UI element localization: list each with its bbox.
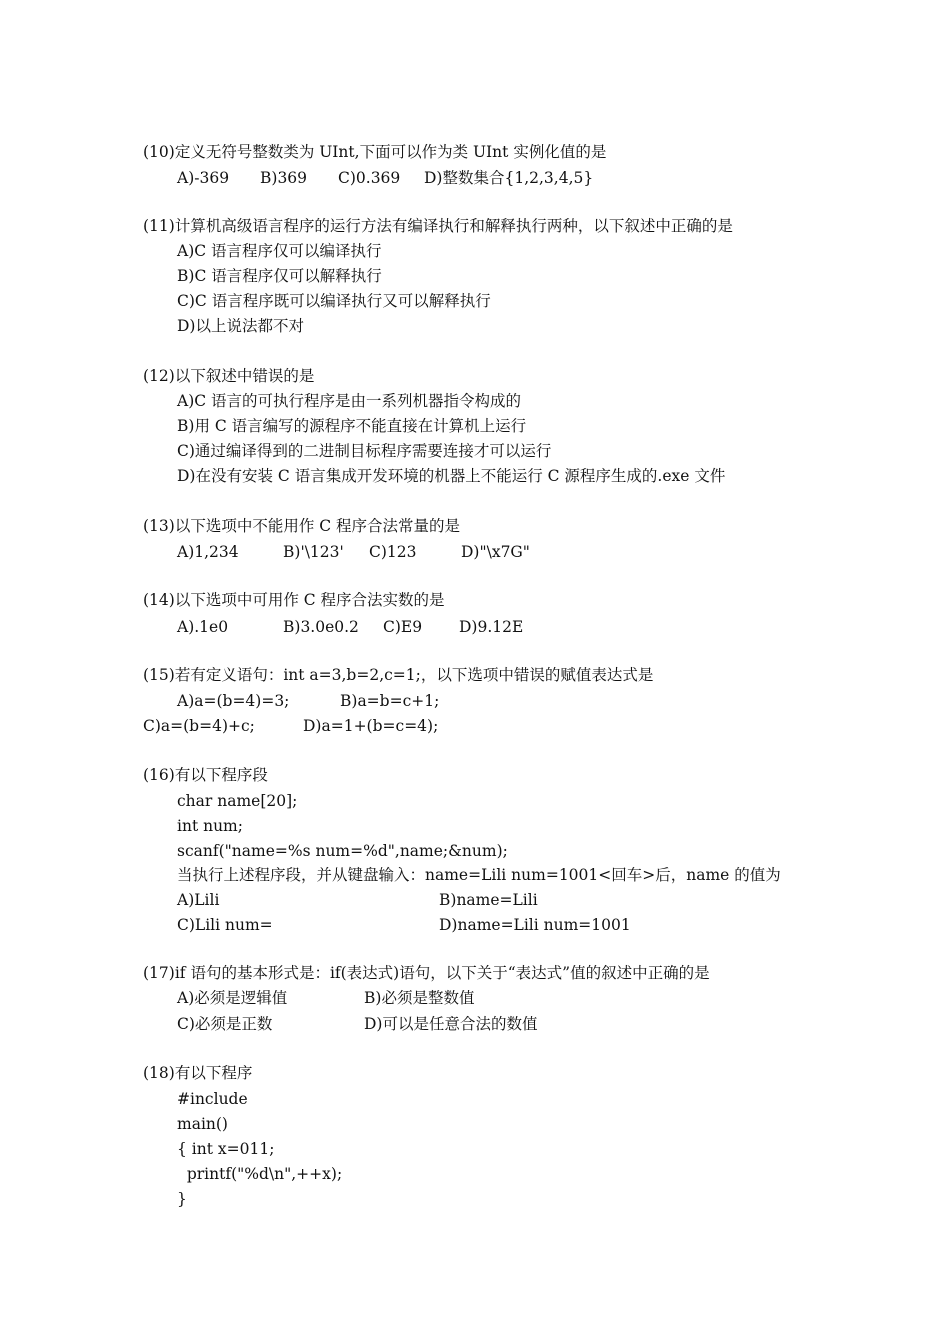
q11-option-c: C)C 语言程序既可以编译执行又可以解释执行 [177,292,491,310]
q12-option-b: B)用 C 语言编写的源程序不能直接在计算机上运行 [177,417,527,435]
q15-option-c: C)a=(b=4)+c; [143,717,255,735]
q16-code-line-1: char name[20]; [177,792,298,810]
q13-option-d: D)"\x7G" [461,543,530,561]
q12-option-a: A)C 语言的可执行程序是由一系列机器指令构成的 [177,392,522,410]
q18-code-line-2: main() [177,1115,228,1133]
q16-prompt: 当执行上述程序段，并从键盘输入：name=Lili num=1001<回车>后，name 的值为 [177,866,781,884]
q14-option-a: A).1e0 [177,618,229,636]
q18-code-line-4: printf("%d\n",++x); [177,1165,343,1183]
q16-code-line-3: scanf("name=%s num=%d",name;&num); [177,842,508,860]
q15-option-d: D)a=1+(b=c=4); [303,717,439,735]
q14-option-c: C)E9 [383,618,423,636]
question-13-stem: (13)以下选项中不能用作 C 程序合法常量的是 [143,517,461,535]
q10-option-c: C)0.369 [338,169,401,187]
q11-option-d: D)以上说法都不对 [177,317,304,335]
q15-option-b: B)a=b=c+1; [340,692,440,710]
question-11-stem: (11)计算机高级语言程序的运行方法有编译执行和解释执行两种，以下叙述中正确的是 [143,217,733,235]
question-16-stem: (16)有以下程序段 [143,766,268,784]
q16-option-b: B)name=Lili [439,891,538,909]
q14-option-b: B)3.0e0.2 [283,618,359,636]
q14-option-d: D)9.12E [459,618,524,636]
q16-option-d: D)name=Lili num=1001 [439,916,631,934]
question-10-stem: (10)定义无符号整数类为 UInt,下面可以作为类 UInt 实例化值的是 [143,143,607,161]
q10-option-b: B)369 [260,169,308,187]
q12-option-c: C)通过编译得到的二进制目标程序需要连接才可以运行 [177,442,552,460]
question-15-stem: (15)若有定义语句：int a=3,b=2,c=1;，以下选项中错误的赋值表达式是 [143,666,654,684]
q18-code-line-5: } [177,1190,187,1208]
q16-code-line-2: int num; [177,817,243,835]
q11-option-a: A)C 语言程序仅可以编译执行 [177,242,382,260]
q12-option-d: D)在没有安装 C 语言集成开发环境的机器上不能运行 C 源程序生成的.exe 文件 [177,467,726,485]
q10-option-d: D)整数集合{1,2,3,4,5} [424,169,594,187]
q10-option-a: A)-369 [177,169,230,187]
question-18-stem: (18)有以下程序 [143,1064,253,1082]
q13-option-a: A)1,234 [177,543,239,561]
question-17-stem: (17)if 语句的基本形式是：if(表达式)语句，以下关于“表达式”值的叙述中正确的是 [143,964,710,982]
q17-option-c: C)必须是正数 [177,1015,273,1033]
q16-option-a: A)Lili [177,891,220,909]
q18-code-line-3: { int x=011; [177,1140,275,1158]
question-12-stem: (12)以下叙述中错误的是 [143,367,315,385]
q11-option-b: B)C 语言程序仅可以解释执行 [177,267,382,285]
q17-option-b: B)必须是整数值 [364,989,475,1007]
question-14-stem: (14)以下选项中可用作 C 程序合法实数的是 [143,591,445,609]
q13-option-b: B)'\123' [283,543,344,561]
q16-option-c: C)Lili num= [177,916,273,934]
q17-option-d: D)可以是任意合法的数值 [364,1015,538,1033]
q18-code-line-1: #include [177,1090,248,1108]
q15-option-a: A)a=(b=4)=3; [177,692,290,710]
q13-option-c: C)123 [369,543,417,561]
q17-option-a: A)必须是逻辑值 [177,989,288,1007]
